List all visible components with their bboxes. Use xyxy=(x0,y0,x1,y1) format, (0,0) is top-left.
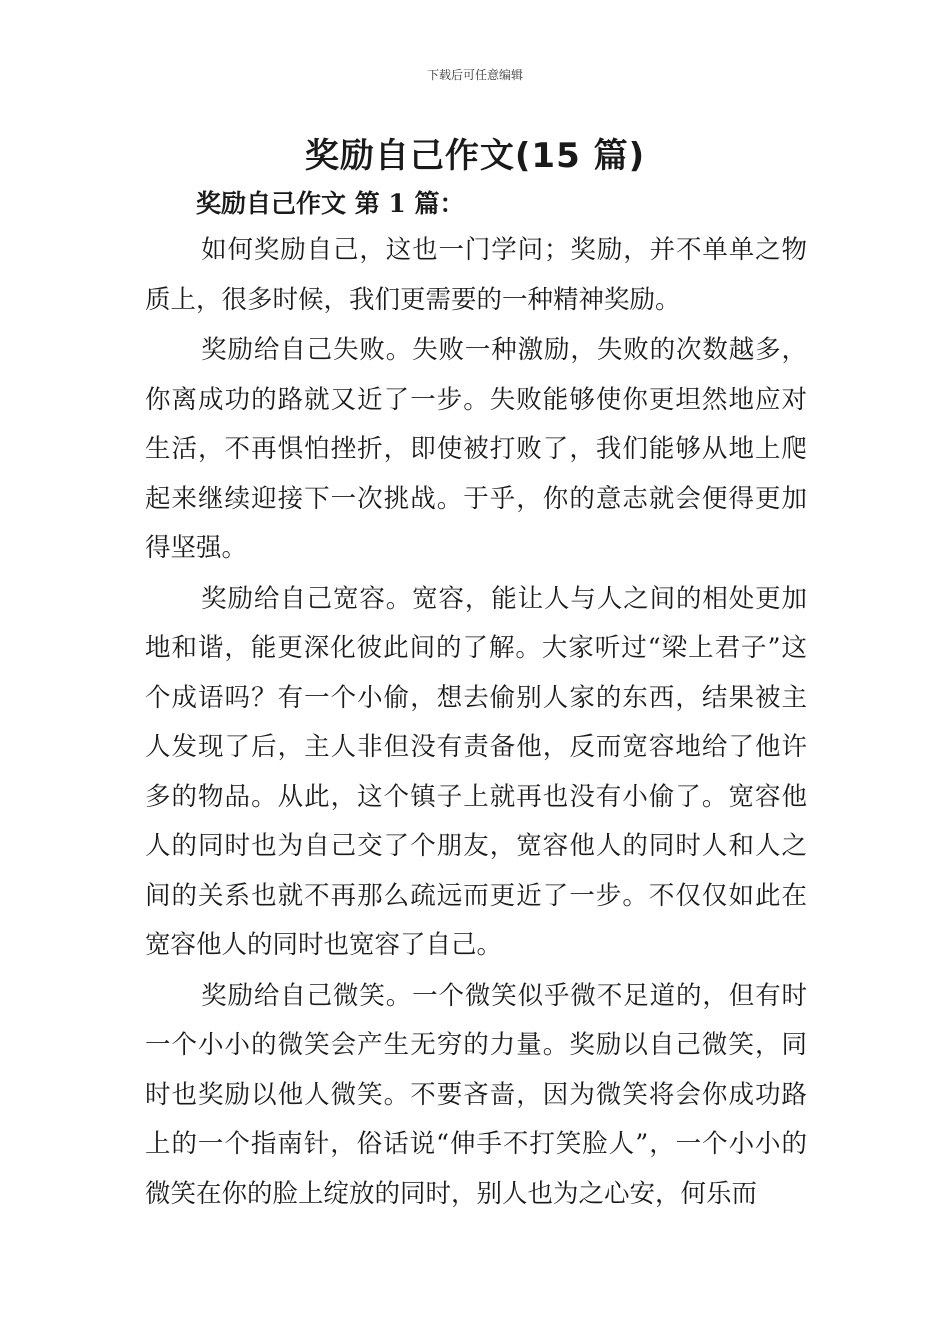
paragraph-2: 奖励给自己失败。失败一种激励，失败的次数越多，你离成功的路就又近了一步。失败能够使你更坦然地应对生活，不再惧怕挫折，即使被打败了，我们能够从地上爬起来继续迎接下一次挑战。于乎，你的意志就会便得更加得坚强。 xyxy=(145,335,807,563)
header-note: 下载后可任意编辑 xyxy=(426,68,523,82)
paragraph-4: 奖励给自己微笑。一个微笑似乎微不足道的，但有时一个小小的微笑会产生无穷的力量。奖励以自己微笑，同时也奖励以他人微笑。不要吝啬，因为微笑将会你成功路上的一个指南针，俗话说“伸手不打笑脸人”，一个小小的微笑在你的脸上绽放的同时，别人也为之心安，何乐而 xyxy=(145,980,807,1209)
section-heading: 奖励自己作文 第 1 篇： xyxy=(196,189,465,218)
paragraph-1: 如何奖励自己，这也一门学问；奖励，并不单单之物质上，很多时候，我们更需要的一种精神奖励。 xyxy=(145,235,807,315)
paragraph-3: 奖励给自己宽容。宽容，能让人与人之间的相处更加地和谐，能更深化彼此间的了解。大家听过“梁上君子”这个成语吗？有一个小偷，想去偷别人家的东西，结果被主人发现了后，主人非但没有责备他，反而宽容地给了他许多的物品。从此，这个镇子上就再也没有小偷了。宽容他人的同时也为自己交了个朋友，宽容他人的同时人和人之间的关系也就不再那么疏远而更近了一步。不仅仅如此在宽容他人的同时也宽容了自己。 xyxy=(145,583,807,960)
document-body xyxy=(145,226,807,1220)
document-title: 奖励自己作文(15 篇) xyxy=(304,136,646,176)
